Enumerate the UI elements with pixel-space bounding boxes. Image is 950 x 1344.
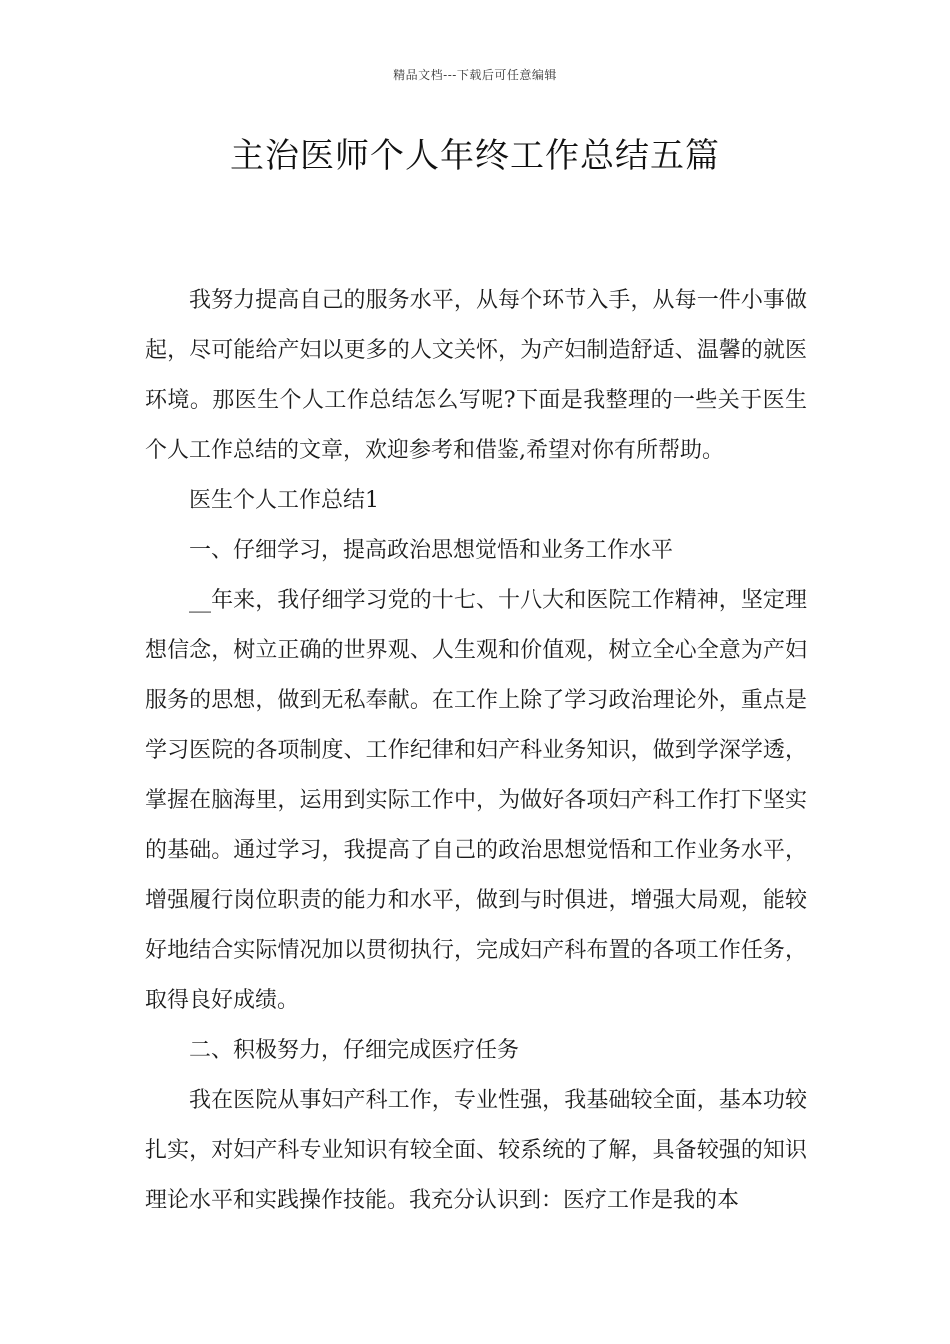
medical-tasks-paragraph: 我在医院从事妇产科工作，专业性强，我基础较全面，基本功较扎实，对妇产科专业知识有较全面、较系统的了解，具备较强的知识理论水平和实践操作技能。我充分认识到：医疗工作是我的本 — [145, 1088, 807, 1213]
document-body — [145, 276, 807, 1226]
section-heading-summary-1: 医生个人工作总结1 — [189, 488, 379, 513]
header-note: 精品文档---下载后可任意编辑 — [393, 68, 557, 82]
intro-paragraph: 我努力提高自己的服务水平，从每个环节入手，从每一件小事做起，尽可能给产妇以更多的人文关怀，为产妇制造舒适、温馨的就医环境。那医生个人工作总结怎么写呢?下面是我整理的一些关于医生个人工作总结的文章，欢迎参考和借鉴,希望对你有所帮助。 — [145, 288, 807, 463]
subheading-medical-tasks: 二、积极努力，仔细完成医疗任务 — [189, 1038, 520, 1063]
document-title: 主治医师个人年终工作总结五篇 — [230, 136, 720, 176]
subheading-study: 一、仔细学习，提高政治思想觉悟和业务工作水平 — [189, 538, 674, 563]
study-paragraph: __年来，我仔细学习党的十七、十八大和医院工作精神，坚定理想信念，树立正确的世界观、人生观和价值观，树立全心全意为产妇服务的思想，做到无私奉献。在工作上除了学习政治理论外，重点是学习医院的各项制度、工作纪律和妇产科业务知识，做到学深学透，掌握在脑海里，运用到实际工作中，为做好各项妇产科工作打下坚实的基础。通过学习，我提高了自己的政治思想觉悟和工作业务水平，增强履行岗位职责的能力和水平，做到与时俱进，增强大局观，能较好地结合实际情况加以贯彻执行，完成妇产科布置的各项工作任务，取得良好成绩。 — [145, 588, 807, 1013]
